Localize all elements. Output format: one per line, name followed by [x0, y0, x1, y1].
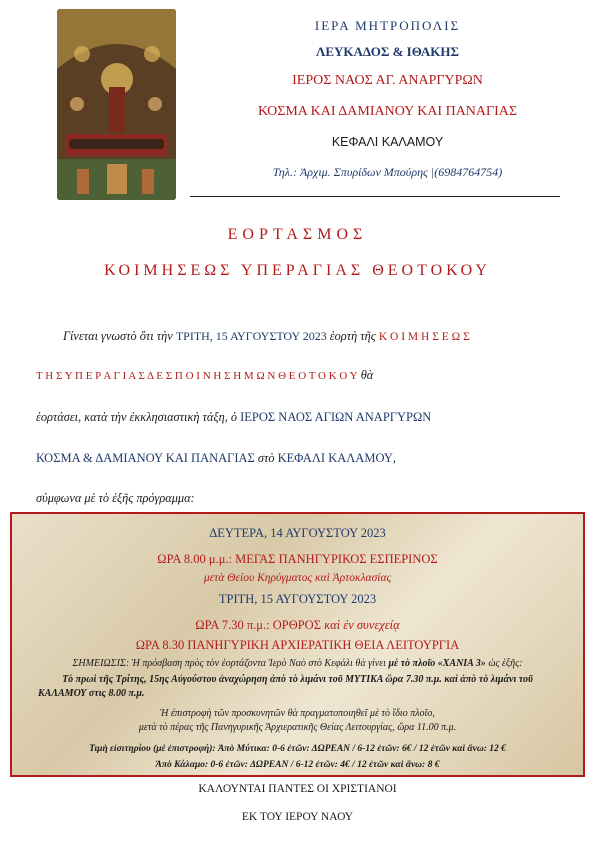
header-church-saints: ΚΟΣΜΑ ΚΑΙ ΔΑΜΙΑΝΟΥ ΚΑΙ ΠΑΝΑΓΙΑΣ: [257, 104, 518, 119]
program-box: [10, 512, 585, 777]
body-theotokos: Τ Η Σ Υ Π Ε Ρ Α Γ Ι Α Σ Δ Ε Σ Π Ο Ι Ν Η Σ Η Μ Ω Ν Θ Ε Ο Τ Ο Κ Ο Υ: [36, 370, 358, 382]
note-text: ὡς ἑξῆς:: [485, 658, 523, 669]
body-line-3: [36, 408, 586, 427]
body-saints: ΚΟΣΜΑ & ΔΑΜΙΑΝΟΥ ΚΑΙ ΠΑΝΑΓΙΑΣ: [36, 451, 255, 465]
program-orthros: [12, 618, 583, 633]
body-text: Γίνεται γνωστὸ ὅτι τὴν: [63, 329, 176, 343]
body-line-4: [36, 449, 586, 468]
body-church-name: ΙΕΡΟΣ ΝΑΟΣ ΑΓΙΩΝ ΑΝΑΡΓΥΡΩΝ: [240, 410, 432, 424]
body-text: ἑορτὴ τῆς: [326, 329, 379, 343]
program-vespers: ΩΡΑ 8.00 μ.μ.: ΜΕΓΑΣ ΠΑΝΗΓΥΡΙΚΟΣ ΕΣΠΕΡΙΝΟΣ: [157, 552, 438, 566]
program-day1: ΔΕΥΤΕΡΑ, 14 ΑΥΓΟΥΣΤΟΥ 2023: [209, 526, 386, 540]
body-text: σύμφωνα μὲ τὸ ἑξῆς πρόγραμμα:: [36, 491, 195, 505]
body-text: ,: [392, 451, 396, 465]
program-day2: ΤΡΙΤΗ, 15 ΑΥΓΟΥΣΤΟΥ 2023: [218, 592, 377, 606]
header-location: ΚΕΦΑΛΙ ΚΑΛΑΜΟΥ: [331, 135, 444, 149]
footer-signature: ΕΚ ΤΟΥ ΙΕΡΟΥ ΝΑΟΥ: [241, 811, 354, 823]
program-note-line5: μετὰ τὸ πέρας τῆς Πανηγυρικῆς Ἀρχιερατικῆς Θείας Λειτουργίας, ὥρα 11.00 π.μ.: [138, 722, 457, 733]
body-date: ΤΡΙΤΗ, 15 ΑΥΓΟΥΣΤΟΥ 2023: [175, 329, 327, 343]
body-place: ΚΕΦΑΛΙ ΚΑΛΑΜΟΥ: [277, 451, 393, 465]
note-ship: μὲ τὸ πλοῖο «ΧΑΝΙΑ 3»: [388, 658, 486, 669]
header-church: ΙΕΡΟΣ ΝΑΟΣ ΑΓ. ΑΝΑΡΓΥΡΩΝ: [292, 73, 483, 88]
body-text: στὸ: [254, 451, 278, 465]
program-note-line3: ΚΑΛΑΜΟΥ στις 8.00 π.μ.: [38, 688, 145, 699]
body-line-5: [36, 489, 586, 508]
program-note-line4: Ἡ ἐπιστροφὴ τῶν προσκυνητῶν θὰ πραγματοποιηθεῖ μὲ τὸ ἴδιο πλοῖο,: [160, 708, 435, 719]
note-text: ΣΗΜΕΙΩΣΙΣ: Ἡ πρόσβαση πρὸς τὸν ἑορτάζοντα Ἱερὸ Ναὸ στὸ Κεφάλι θὰ γίνει: [72, 658, 389, 669]
program-liturgy: ΩΡΑ 8.30 ΠΑΝΗΓΥΡΙΚΗ ΑΡΧΙΕΡΑΤΙΚΗ ΘΕΙΑ ΛΕΙΤΟΥΡΓΙΑ: [135, 638, 460, 652]
body-dormition: Κ Ο Ι Μ Η Σ Ε Ω Σ: [378, 331, 470, 343]
program-price2: Ἀπὸ Κάλαμο: 0-6 ἐτῶν: ΔΩΡΕΑΝ / 6-12 ἐτῶν: 4€ / 12 ἐτῶν καὶ ἄνω: 8 €: [155, 760, 440, 770]
program-orthros-time: ΩΡΑ 7.30 π.μ.: ΟΡΘΡΟΣ: [195, 618, 325, 632]
title-dormition: ΚΟΙΜΗΣΕΩΣ ΥΠΕΡΑΓΙΑΣ ΘΕΟΤΟΚΟΥ: [104, 262, 491, 279]
dormition-icon-image: [57, 9, 176, 200]
body-line-2: [36, 366, 586, 386]
program-price1: Τιμὴ εἰσιτηρίου (μὲ ἐπιστροφή): Ἀπὸ Μύτικα: 0-6 ἐτῶν: ΔΩΡΕΑΝ / 6-12 ἐτῶν: 6€ / 12 ἐτῶν καὶ ἄνω: 12 €: [89, 744, 506, 754]
program-vespers-note: μετὰ Θείου Κηρύγματος καὶ Ἀρτοκλασίας: [203, 572, 392, 584]
body-text: ἑορτάσει, κατὰ τὴν ἐκκλησιαστικὴ τάξη, ὁ: [36, 410, 241, 424]
program-note-line2: Τὸ πρωὶ τῆς Τρίτης, 15ης Αὐγούστου ἀναχώρηση ἀπὸ τὸ λιμάνι τοῦ ΜΥΤΙΚΑ ὥρα 7.30 π.μ. καὶ ἀπὸ τὸ λιμάνι τοῦ: [62, 674, 533, 685]
body-line-1: [63, 327, 583, 347]
footer-invitation: ΚΑΛΟΥΝΤΑΙ ΠΑΝΤΕΣ ΟΙ ΧΡΙΣΤΙΑΝΟΙ: [198, 783, 397, 795]
title-feast: ΕΟΡΤΑΣΜΟΣ: [227, 226, 368, 243]
header-phone: Τηλ.: Ἀρχιμ. Σπυρίδων Μπούρης |(6984764754): [272, 165, 503, 179]
header-divider: [190, 196, 560, 197]
body-text: θὰ: [357, 368, 374, 382]
program-orthros-note: καὶ ἐν συνεχείᾳ: [324, 618, 400, 632]
program-note-line1: [12, 658, 583, 669]
header-metropolis: ΙΕΡΑ ΜΗΤΡΟΠΟΛΙΣ: [314, 18, 461, 33]
header-diocese: ΛΕΥΚΑΔΟΣ & ΙΘΑΚΗΣ: [316, 44, 459, 59]
